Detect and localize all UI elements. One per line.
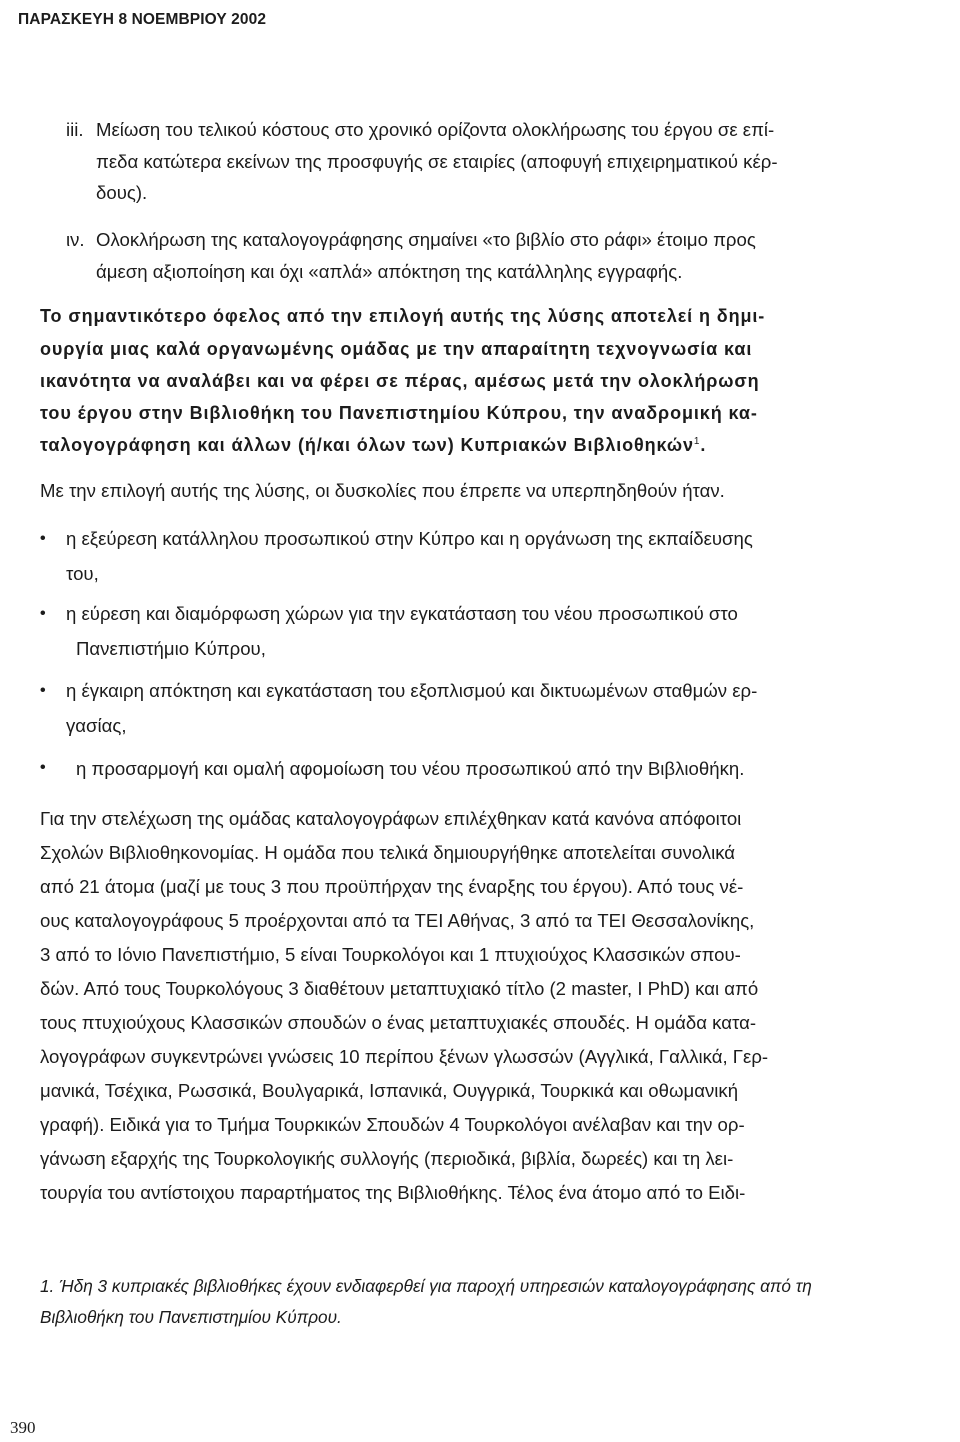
intro-sentence: Με την επιλογή αυτής της λύσης, οι δυσκολίες που έπρεπε να υπερπηδηθούν ήταν. — [40, 480, 725, 501]
bullet-icon: • — [40, 759, 46, 776]
bullet-icon: • — [40, 605, 46, 622]
bullet-text-line: του, — [66, 563, 99, 584]
bullet-text-line: η εύρεση και διαμόρφωση χώρων για την εγκατάσταση του νέου προσωπικού στο — [66, 603, 738, 624]
paragraph-line: ους καταλογογράφους 5 προέρχονται από τα ΤΕΙ Αθήνας, 3 από τα ΤΕΙ Θεσσαλονίκης, — [40, 910, 755, 931]
page-number: 390 — [10, 1418, 36, 1437]
paragraph-line: λογογράφων συγκεντρώνει γνώσεις 10 περίπου ξένων γλωσσών (Αγγλικά, Γαλλικά, Γερ- — [40, 1046, 769, 1067]
bullet-text-line: η εξεύρεση κατάλληλου προσωπικού στην Κύπρο και η οργάνωση της εκπαίδευσης — [66, 528, 753, 549]
bold-paragraph-line-text: ταλογογράφηση και άλλων (ή/και όλων των) Κυπριακών Βιβλιοθηκών — [40, 435, 694, 455]
paragraph-line: δών. Από τους Τουρκολόγους 3 διαθέτουν μεταπτυχιακό τίτλο (2 master, I PhD) και από — [40, 978, 759, 999]
paragraph-line: γραφή). Ειδικά για το Τμήμα Τουρκικών Σπουδών 4 Τουρκολόγοι ανέλαβαν και την ορ- — [40, 1114, 745, 1135]
end-punctuation: . — [700, 435, 707, 455]
bullet-text-line: Πανεπιστήμιο Κύπρου, — [76, 638, 266, 659]
running-header: ΠΑΡΑΣΚΕΥΗ 8 ΝΟΕΜΒΡΙΟΥ 2002 — [18, 11, 267, 28]
list-text-line: άμεση αξιοποίηση και όχι «απλά» απόκτηση της κατάλληλης εγγραφής. — [96, 261, 683, 282]
list-marker: ιν. — [66, 229, 85, 250]
bullet-text-line: γασίας, — [66, 715, 127, 736]
bold-paragraph-line: ικανότητα να αναλάβει και να φέρει σε πέρας, αμέσως μετά την ολοκλήρωση — [40, 371, 760, 391]
footnote-line: Βιβλιοθήκη του Πανεπιστημίου Κύπρου. — [40, 1307, 342, 1327]
list-text-line: πεδα κατώτερα εκείνων της προσφυγής σε εταιρίες (αποφυγή επιχειρηματικού κέρ- — [96, 151, 778, 172]
bullet-text-line: η έγκαιρη απόκτηση και εγκατάσταση του εξοπλισμού και δικτυωμένων σταθμών ερ- — [66, 680, 758, 701]
paragraph-line: τουργία του αντίστοιχου παραρτήματος της Βιβλιοθήκης. Τέλος ένα άτομο από το Ειδι- — [40, 1182, 746, 1203]
paragraph-line: γάνωση εξαρχής της Τουρκολογικής συλλογής (περιοδικά, βιβλία, δωρεές) και τη λει- — [40, 1148, 734, 1169]
paragraph-line: Σχολών Βιβλιοθηκονομίας. Η ομάδα που τελικά δημιουργήθηκε αποτελείται συνολικά — [40, 842, 736, 863]
bold-paragraph-line — [40, 435, 706, 456]
bullet-icon: • — [40, 682, 46, 699]
list-marker: iii. — [66, 119, 84, 140]
list-text-line: Μείωση του τελικού κόστους στο χρονικό ορίζοντα ολοκλήρωσης του έργου σε επί- — [96, 119, 775, 140]
bold-paragraph-line: Το σημαντικότερο όφελος από την επιλογή αυτής της λύσης αποτελεί η δημι- — [40, 306, 766, 326]
bold-paragraph-line: του έργου στην Βιβλιοθήκη του Πανεπιστημίου Κύπρου, την αναδρομική κα- — [40, 403, 758, 423]
bullet-icon: • — [40, 530, 46, 547]
paragraph-line: από 21 άτομα (μαζί με τους 3 που προϋπήρχαν της έναρξης του έργου). Από τους νέ- — [40, 876, 744, 897]
bullet-text-line: η προσαρμογή και ομαλή αφομοίωση του νέου προσωπικού από την Βιβλιοθήκη. — [76, 758, 745, 779]
bold-paragraph-line: ουργία μιας καλά οργανωμένης ομάδας με την απαραίτητη τεχνογνωσία και — [40, 339, 753, 359]
list-text-line: δους). — [96, 182, 148, 203]
paragraph-line: 3 από το Ιόνιο Πανεπιστήμιο, 5 είναι Τουρκολόγοι και 1 πτυχιούχος Κλασσικών σπου- — [40, 944, 741, 965]
list-text-line: Ολοκλήρωση της καταλογογράφησης σημαίνει «το βιβλίο στο ράφι» έτοιμο προς — [96, 229, 756, 250]
paragraph-line: τους πτυχιούχους Κλασσικών σπουδών ο ένας μεταπτυχιακές σπουδές. Η ομάδα κατα- — [40, 1012, 757, 1033]
paragraph-line: μανικά, Τσέχικα, Ρωσσικά, Βουλγαρικά, Ισπανικά, Ουγγρικά, Τουρκικά και οθωμανική — [40, 1080, 739, 1101]
footnote-line: 1. Ήδη 3 κυπριακές βιβλιοθήκες έχουν ενδιαφερθεί για παροχή υπηρεσιών καταλογογράφησης από τη — [40, 1276, 812, 1296]
paragraph-line: Για την στελέχωση της ομάδας καταλογογράφων επιλέχθηκαν κατά κανόνα απόφοιτοι — [40, 808, 742, 829]
footnote-reference: 1 — [693, 436, 701, 447]
